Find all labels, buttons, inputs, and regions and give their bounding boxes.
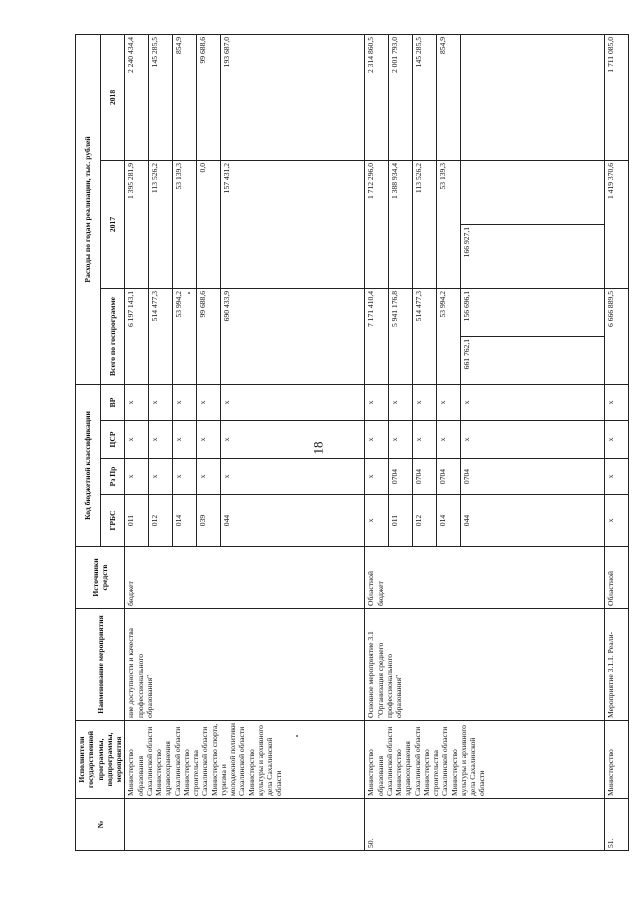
cell-grbs: 014 xyxy=(437,495,461,547)
cell-2017: 1 395 281,9 xyxy=(125,160,149,288)
row-source: бюджет xyxy=(125,547,365,609)
cell-vr: x xyxy=(389,384,413,420)
cell-vr: x xyxy=(197,384,221,420)
header-2017: 2017 xyxy=(100,160,125,288)
cell-total: 7 171 410,4 xyxy=(365,288,389,384)
cell-grbs: 044 xyxy=(221,495,365,547)
cell-grbs: 011 xyxy=(125,495,149,547)
cell-csr: x xyxy=(221,421,365,459)
cell-total: 690 433,9 xyxy=(221,288,365,384)
cell-2017: 1 712 296,0 xyxy=(365,160,389,288)
header-vr: ВР xyxy=(100,384,125,420)
cell-csr: x xyxy=(125,421,149,459)
header-number: № xyxy=(76,799,125,851)
cell-vr: x xyxy=(413,384,437,420)
cell-rzpr: x xyxy=(125,459,149,495)
cell-vr: x xyxy=(149,384,173,420)
rotated-budget-table-sheet xyxy=(75,35,616,851)
cell-2017: 1 419 370,6 xyxy=(605,160,629,288)
budget-table xyxy=(75,34,629,851)
row-executors: Министерство xyxy=(605,721,629,799)
row-name: Основное мероприятие 3.1 "Организация среднего профессионального образования" xyxy=(365,609,605,721)
cell-rzpr: x xyxy=(149,459,173,495)
cell-2017: 53 139,3 xyxy=(437,160,461,288)
row-name: Мероприятие 3.1.1. Реали- xyxy=(605,609,629,721)
row-number: 51. xyxy=(605,799,629,851)
cell-total: 5 941 176,8 xyxy=(389,288,413,384)
cell-csr: x xyxy=(149,421,173,459)
header-name: Наименование мероприятия xyxy=(76,609,125,721)
cell-rzpr: x xyxy=(365,459,389,495)
cell-2017: 0,0 xyxy=(197,160,221,288)
cell-csr: x xyxy=(173,421,197,459)
header-budget-code: Код бюджетной классификации xyxy=(76,384,101,546)
cell-2018: 2 001 793,0 xyxy=(389,34,413,160)
table-row xyxy=(125,34,149,850)
header-grbs: ГРБС xyxy=(100,495,125,547)
cell-2018: 193 687,0 xyxy=(221,34,365,160)
cell-total-part-a: 661 762,1 xyxy=(461,336,605,384)
header-2018: 2018 xyxy=(100,34,125,160)
cell-vr: x xyxy=(125,384,149,420)
cell-grbs: 044 xyxy=(461,495,605,547)
row-number: 50. xyxy=(365,799,605,851)
cell-csr: x xyxy=(197,421,221,459)
cell-grbs: x xyxy=(605,495,629,547)
cell-2017: 53 139,3 xyxy=(173,160,197,288)
cell-rzpr: x xyxy=(197,459,221,495)
cell-vr: x xyxy=(365,384,389,420)
row-executors: Министерство образования Сахалинской области Министерство здравоохранения Сахалинской области Министерство строительства Сахалинской области Министерство спорта, туризма и молодежной политики Сахалинской области Министерство культуры и архивного дела Сахалинской области xyxy=(125,721,365,799)
cell-vr: x xyxy=(221,384,365,420)
cell-2018: 99 688,6 xyxy=(197,34,221,160)
cell-csr: x xyxy=(413,421,437,459)
cell-total: 53 994,2 xyxy=(173,288,197,384)
cell-total: 53 994,2 xyxy=(437,288,461,384)
cell-csr: x xyxy=(605,421,629,459)
cell-2017: 113 526,2 xyxy=(149,160,173,288)
cell-2018: 145 285,5 xyxy=(149,34,173,160)
cell-2017: 157 431,2 xyxy=(221,160,365,288)
cell-2017: 113 526,2 xyxy=(413,160,437,288)
cell-rzpr: x xyxy=(605,459,629,495)
cell-total-part-b: 156 696,1 xyxy=(461,288,605,336)
cell-2018: 1 711 085,0 xyxy=(605,34,629,160)
cell-rzpr: 0704 xyxy=(413,459,437,495)
row-name: ние доступности и качества профессионального образования" xyxy=(125,609,365,721)
cell-total: 6 666 889,5 xyxy=(605,288,629,384)
header-expenses: Расходы по годам реализации, тыс. рублей xyxy=(76,34,101,384)
cell-vr: x xyxy=(605,384,629,420)
page-number: 18 xyxy=(310,441,326,455)
cell-vr: x xyxy=(173,384,197,420)
cell-csr: x xyxy=(437,421,461,459)
cell-grbs: 011 xyxy=(389,495,413,547)
cell-2018-empty xyxy=(461,34,605,160)
cell-rzpr: x xyxy=(221,459,365,495)
table-row xyxy=(605,34,629,850)
cell-rzpr: 0704 xyxy=(389,459,413,495)
cell-csr: x xyxy=(365,421,389,459)
cell-grbs: 012 xyxy=(413,495,437,547)
header-sources: Источники средств xyxy=(76,547,125,609)
cell-total: 99 688,6 xyxy=(197,288,221,384)
cell-2018: 854,9 xyxy=(173,34,197,160)
cell-grbs: x xyxy=(365,495,389,547)
cell-vr: x xyxy=(437,384,461,420)
cell-2017: 1 388 934,4 xyxy=(389,160,413,288)
cell-grbs: 014 xyxy=(173,495,197,547)
cell-total: 6 197 143,1 xyxy=(125,288,149,384)
cell-vr: x xyxy=(461,384,605,420)
header-csr: ЦСР xyxy=(100,421,125,459)
header-executor: Исполнители государственной программы, подпрограммы, мероприятия xyxy=(76,721,125,799)
cell-rzpr: x xyxy=(173,459,197,495)
cell-2018: 2 240 434,4 xyxy=(125,34,149,160)
cell-total: 514 477,3 xyxy=(149,288,173,384)
cell-rzpr: 0704 xyxy=(437,459,461,495)
table-row xyxy=(365,34,389,850)
row-executors: Министерство образования Сахалинской области Министерство здравоохранения Сахалинской области Министерство строительства Сахалинской области Министерство культуры и архивного дела Сахалинской области xyxy=(365,721,605,799)
row-number xyxy=(125,799,365,851)
cell-2018: 145 285,5 xyxy=(413,34,437,160)
cell-total: 514 477,3 xyxy=(413,288,437,384)
header-rzpr: Рз Пр xyxy=(100,459,125,495)
cell-csr: x xyxy=(461,421,605,459)
header-total: Всего по госпрограмме xyxy=(100,288,125,384)
cell-rzpr: 0704 xyxy=(461,459,605,495)
cell-2017-empty xyxy=(461,160,605,224)
cell-2017: 166 927,1 xyxy=(461,224,605,288)
cell-grbs: 012 xyxy=(149,495,173,547)
header-row xyxy=(76,34,101,850)
cell-grbs: 039 xyxy=(197,495,221,547)
row-source: Областной бюджет xyxy=(365,547,605,609)
cell-csr: x xyxy=(389,421,413,459)
cell-2018: 854,9 xyxy=(437,34,461,160)
row-source: Областной xyxy=(605,547,629,609)
cell-2018: 2 314 860,5 xyxy=(365,34,389,160)
